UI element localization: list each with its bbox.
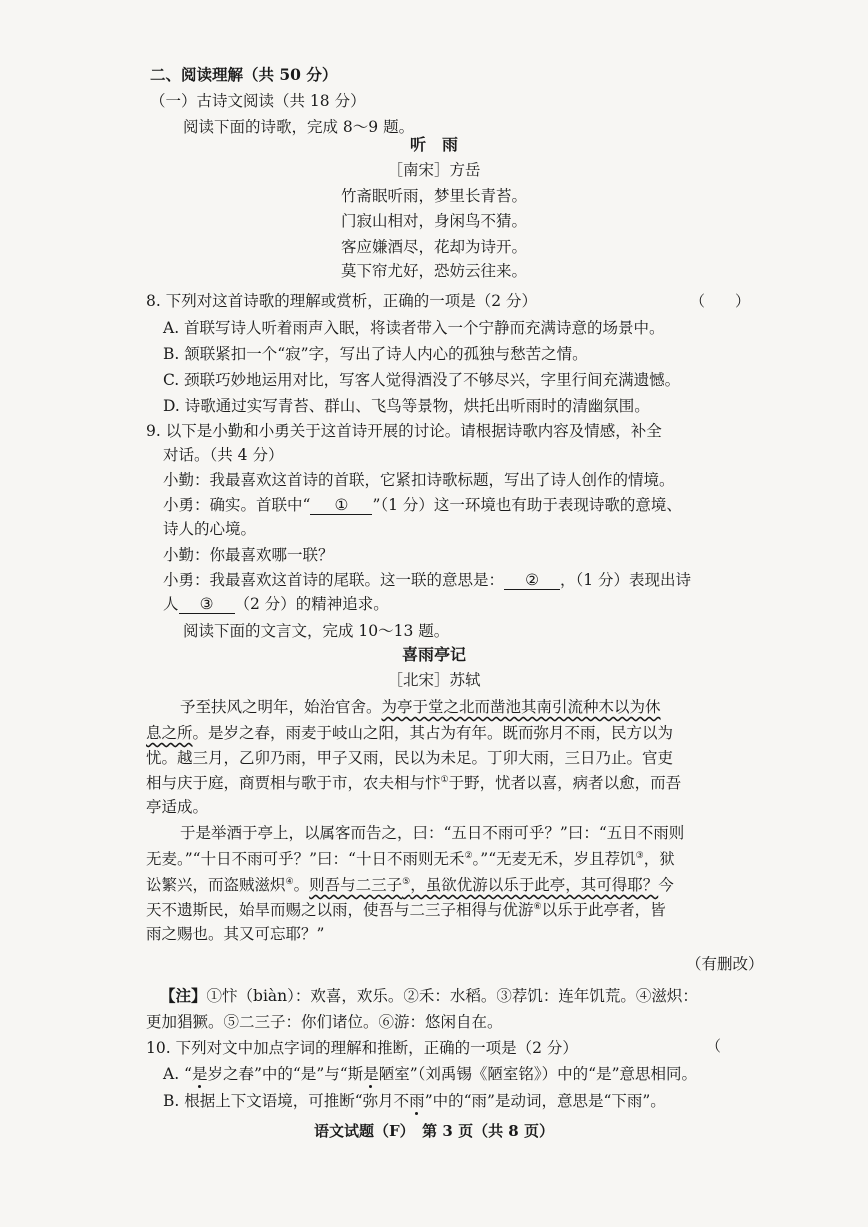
- q9-dialogue-4: 小勇：我最喜欢这首诗的尾联。这一联的意思是： ② ，（1 分）表现出诗: [163, 571, 692, 589]
- q9-blank-3[interactable]: ③: [179, 595, 235, 614]
- page-footer: 语文试题（F） 第 3 页（共 8 页）: [314, 1122, 554, 1140]
- wavy-underlined-sentence-1-end: 息之所: [146, 724, 193, 742]
- note-ref-2: ②: [464, 850, 473, 861]
- prose-p1-line-3: 忧。越三月，乙卯乃雨，甲子又雨，民以为未足。丁卯大雨，三日乃止。官吏: [146, 749, 674, 767]
- q9-dialogue-3: 小勤：你最喜欢哪一联？: [163, 546, 334, 564]
- revised-note: （有删改）: [686, 955, 764, 973]
- notes-line-2: 更加猖獗。⑤二三子：你们诸位。⑥游：悠闲自在。: [146, 1013, 503, 1031]
- q8-option-d: D. 诗歌通过实写青苔、群山、飞鸟等景物，烘托出听雨时的清幽氛围。: [163, 397, 650, 415]
- q8-option-c: C. 颈联巧妙地运用对比，写客人觉得酒没了不够尽兴，字里行间充满遗憾。: [163, 371, 681, 389]
- poem-line-3: 客应嫌酒尽，花却为诗开。: [340, 238, 527, 256]
- prose-author: ［北宋］苏轼: [387, 671, 481, 689]
- prose-p1-line-5: 亭适成。: [146, 798, 209, 816]
- q9-dialogue-2: 小勇：确实。首联中“ ① ”（1 分）这一环境也有助于表现诗歌的意境、: [163, 496, 682, 514]
- q9-blank-1[interactable]: ①: [310, 496, 372, 515]
- q9-dialogue-1: 小勤：我最喜欢这首诗的首联，它紧扣诗歌标题，写出了诗人创作的情境。: [163, 471, 675, 489]
- q10-answer-paren[interactable]: （: [706, 1037, 722, 1055]
- q9-dialogue-2-cont: 诗人的心境。: [163, 520, 257, 538]
- note-ref-3: ③: [635, 850, 644, 861]
- prose-title: 喜雨亭记: [401, 645, 466, 664]
- q8-option-b: B. 颔联紧扣一个“寂”字，写出了诗人内心的孤独与愁苦之情。: [163, 345, 588, 363]
- prose-p2-line-3: 讼繁兴，而盗贼滋炽④。则吾与二三子⑤，虽欲优游以乐于此亭，其可得耶？今: [146, 876, 674, 894]
- prose-p2-line-1: 于是举酒于亭上，以属客而告之，曰：“五日不雨可乎？”曰：“五日不雨则: [180, 824, 685, 842]
- dotted-char-shi-1: 是: [191, 1065, 208, 1083]
- note-ref-4: ④: [285, 876, 294, 887]
- poem-title: 听 雨: [409, 135, 458, 154]
- note-ref-1: ①: [440, 774, 449, 785]
- poem-line-4: 莫下帘尤好，恐妨云往来。: [340, 262, 527, 280]
- q9-dialogue-5: 人 ③ （2 分）的精神追求。: [163, 595, 389, 613]
- q8-option-a: A. 首联写诗人听着雨声入眠，将读者带入一个宁静而充满诗意的场景中。: [163, 319, 665, 337]
- q9-blank-2[interactable]: ②: [504, 571, 560, 590]
- notes-label: 【注】: [160, 986, 207, 1005]
- q10-option-b: B. 根据上下文语境，可推断“弥月不雨”中的“雨”是动词，意思是“下雨”。: [163, 1092, 666, 1110]
- q8-answer-paren[interactable]: （ ）: [690, 292, 751, 310]
- poem-intro: 阅读下面的诗歌，完成 8～9 题。: [183, 118, 415, 136]
- q8-stem: 8. 下列对这首诗歌的理解或赏析，正确的一项是（2 分）: [146, 292, 538, 310]
- prose-p1-line-1: 予至扶风之明年，始治官舍。为亭于堂之北而凿池其南引流种木以为休: [180, 698, 661, 716]
- prose-intro: 阅读下面的文言文，完成 10～13 题。: [183, 622, 450, 640]
- dotted-char-shi-2: 是: [363, 1065, 379, 1083]
- q10-option-a: A. “是岁之春”中的“是”与“斯是陋室”（刘禹锡《陋室铭》）中的“是”意思相同。: [163, 1065, 697, 1083]
- poem-line-2: 门寂山相对，身闲鸟不猜。: [340, 212, 527, 230]
- section-title: 二、阅读理解（共 50 分）: [150, 65, 338, 84]
- subsection-title: （一）古诗文阅读（共 18 分）: [150, 92, 366, 110]
- prose-p1-line-4: 相与庆于庭，商贾相与歌于市，农夫相与忭①于野，忧者以喜，病者以愈，而吾: [146, 774, 682, 792]
- wavy-underlined-sentence-2: 则吾与二三子⑤，虽欲优游以乐于此亭，其可得耶？: [309, 876, 659, 894]
- q9-stem-line-2: 对话。（共 4 分）: [163, 446, 284, 464]
- prose-p2-line-2: 无麦。”“十日不雨可乎？”曰：“十日不雨则无禾②。”“无麦无禾，岁且荐饥③，狱: [146, 850, 675, 868]
- poem-author: ［南宋］方岳: [387, 161, 481, 179]
- wavy-underlined-sentence-1: 为亭于堂之北而凿池其南引流种木以为休: [381, 698, 661, 716]
- dotted-char-yu: 雨: [409, 1092, 425, 1110]
- poem-line-1: 竹斋眠听雨，梦里长青苔。: [340, 187, 527, 205]
- note-ref-5: ⑤: [402, 876, 411, 887]
- q9-stem-line-1: 9. 以下是小勤和小勇关于这首诗开展的讨论。请根据诗歌内容及情感，补全: [146, 422, 662, 440]
- note-ref-6: ⑥: [533, 901, 542, 912]
- q10-stem: 10. 下列对文中加点字词的理解和推断，正确的一项是（2 分）: [146, 1039, 578, 1057]
- notes-line-1: 【注】①忭（biàn）：欢喜，欢乐。②禾：水稻。③荐饥：连年饥荒。④滋炽：: [160, 986, 698, 1005]
- prose-p1-line-2: 息之所。是岁之春，雨麦于岐山之阳，其占为有年。既而弥月不雨，民方以为: [146, 724, 674, 742]
- prose-p2-line-5: 雨之赐也。其又可忘耶？”: [146, 925, 325, 943]
- prose-p2-line-4: 天不遗斯民，始旱而赐之以雨，使吾与二三子相得与优游⑥以乐于此亭者，皆: [146, 901, 666, 919]
